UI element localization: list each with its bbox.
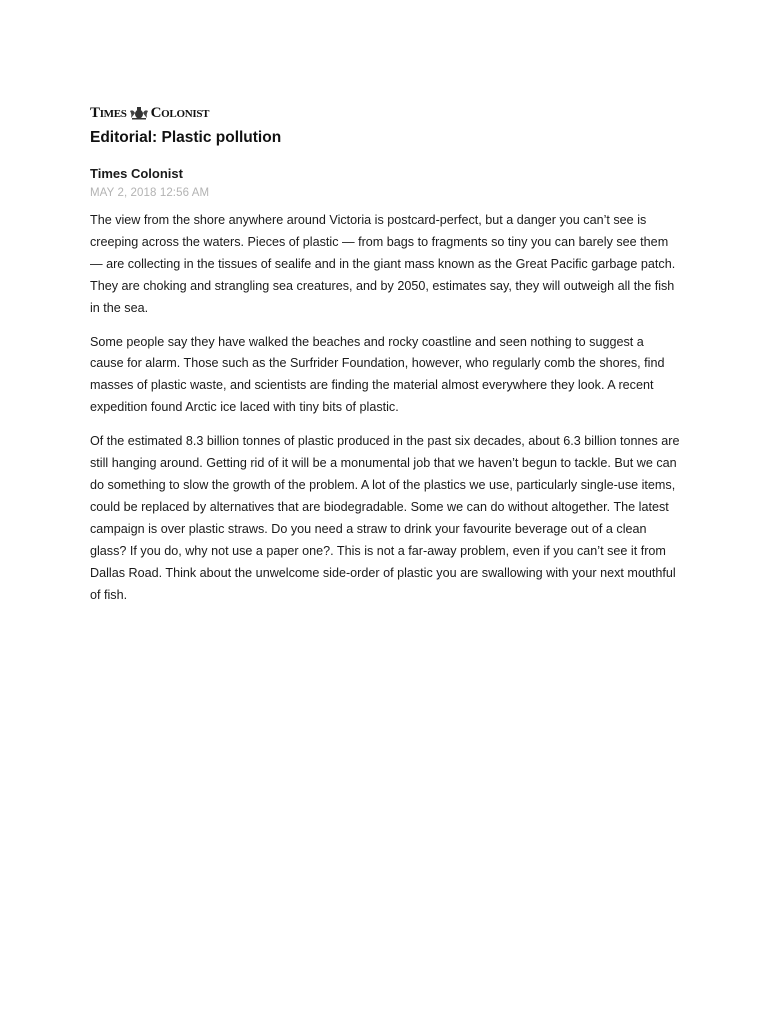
article-author: Times Colonist xyxy=(90,166,183,181)
article-paragraph: The view from the shore anywhere around Victoria is postcard-perfect, but a danger you can’t see is creeping across the waters. Pieces of plastic — from bags to fragments so tiny you can barely see them — are collecting in the tissues of sealife and in the giant mass known as the Great Pacific garbage patch. They are choking and strangling sea creatures, and by 2050, estimates say, they will outweigh all the fish in the sea. xyxy=(90,213,676,315)
masthead-word-right: Colonist xyxy=(150,104,210,121)
article-body xyxy=(90,210,680,606)
article-paragraph: Of the estimated 8.3 billion tonnes of plastic produced in the past six decades, about 6.3 billion tonnes are still hanging around. Getting rid of it will be a monumental job that we haven’t begun to tackle. But we can do something to slow the growth of the problem. A lot of the plastics we use, particularly single-use items, could be replaced by alternatives that are biodegradable. Some we can do without altogether. The latest campaign is over plastic straws. Do you need a straw to drink your favourite beverage out of a clean glass? If you do, why not use a paper one?. This is not a far-away problem, even if you can’t see it from Dallas Road. Think about the unwelcome side-order of plastic you are swallowing with your next mouthful of fish. xyxy=(90,434,680,602)
masthead-logo xyxy=(90,104,680,122)
article-date: MAY 2, 2018 12:56 AM xyxy=(90,187,210,199)
article-title: Editorial: Plastic pollution xyxy=(90,129,282,146)
royal-crest-icon xyxy=(128,106,150,120)
masthead-word-left: Times xyxy=(90,104,127,121)
article-paragraph: Some people say they have walked the beaches and rocky coastline and seen nothing to suggest a cause for alarm. Those such as the Surfrider Foundation, however, who regularly comb the shores, find masses of plastic waste, and scientists are finding the material almost everywhere they look. A recent expedition found Arctic ice laced with tiny bits of plastic. xyxy=(90,334,665,415)
article-page xyxy=(90,104,680,606)
